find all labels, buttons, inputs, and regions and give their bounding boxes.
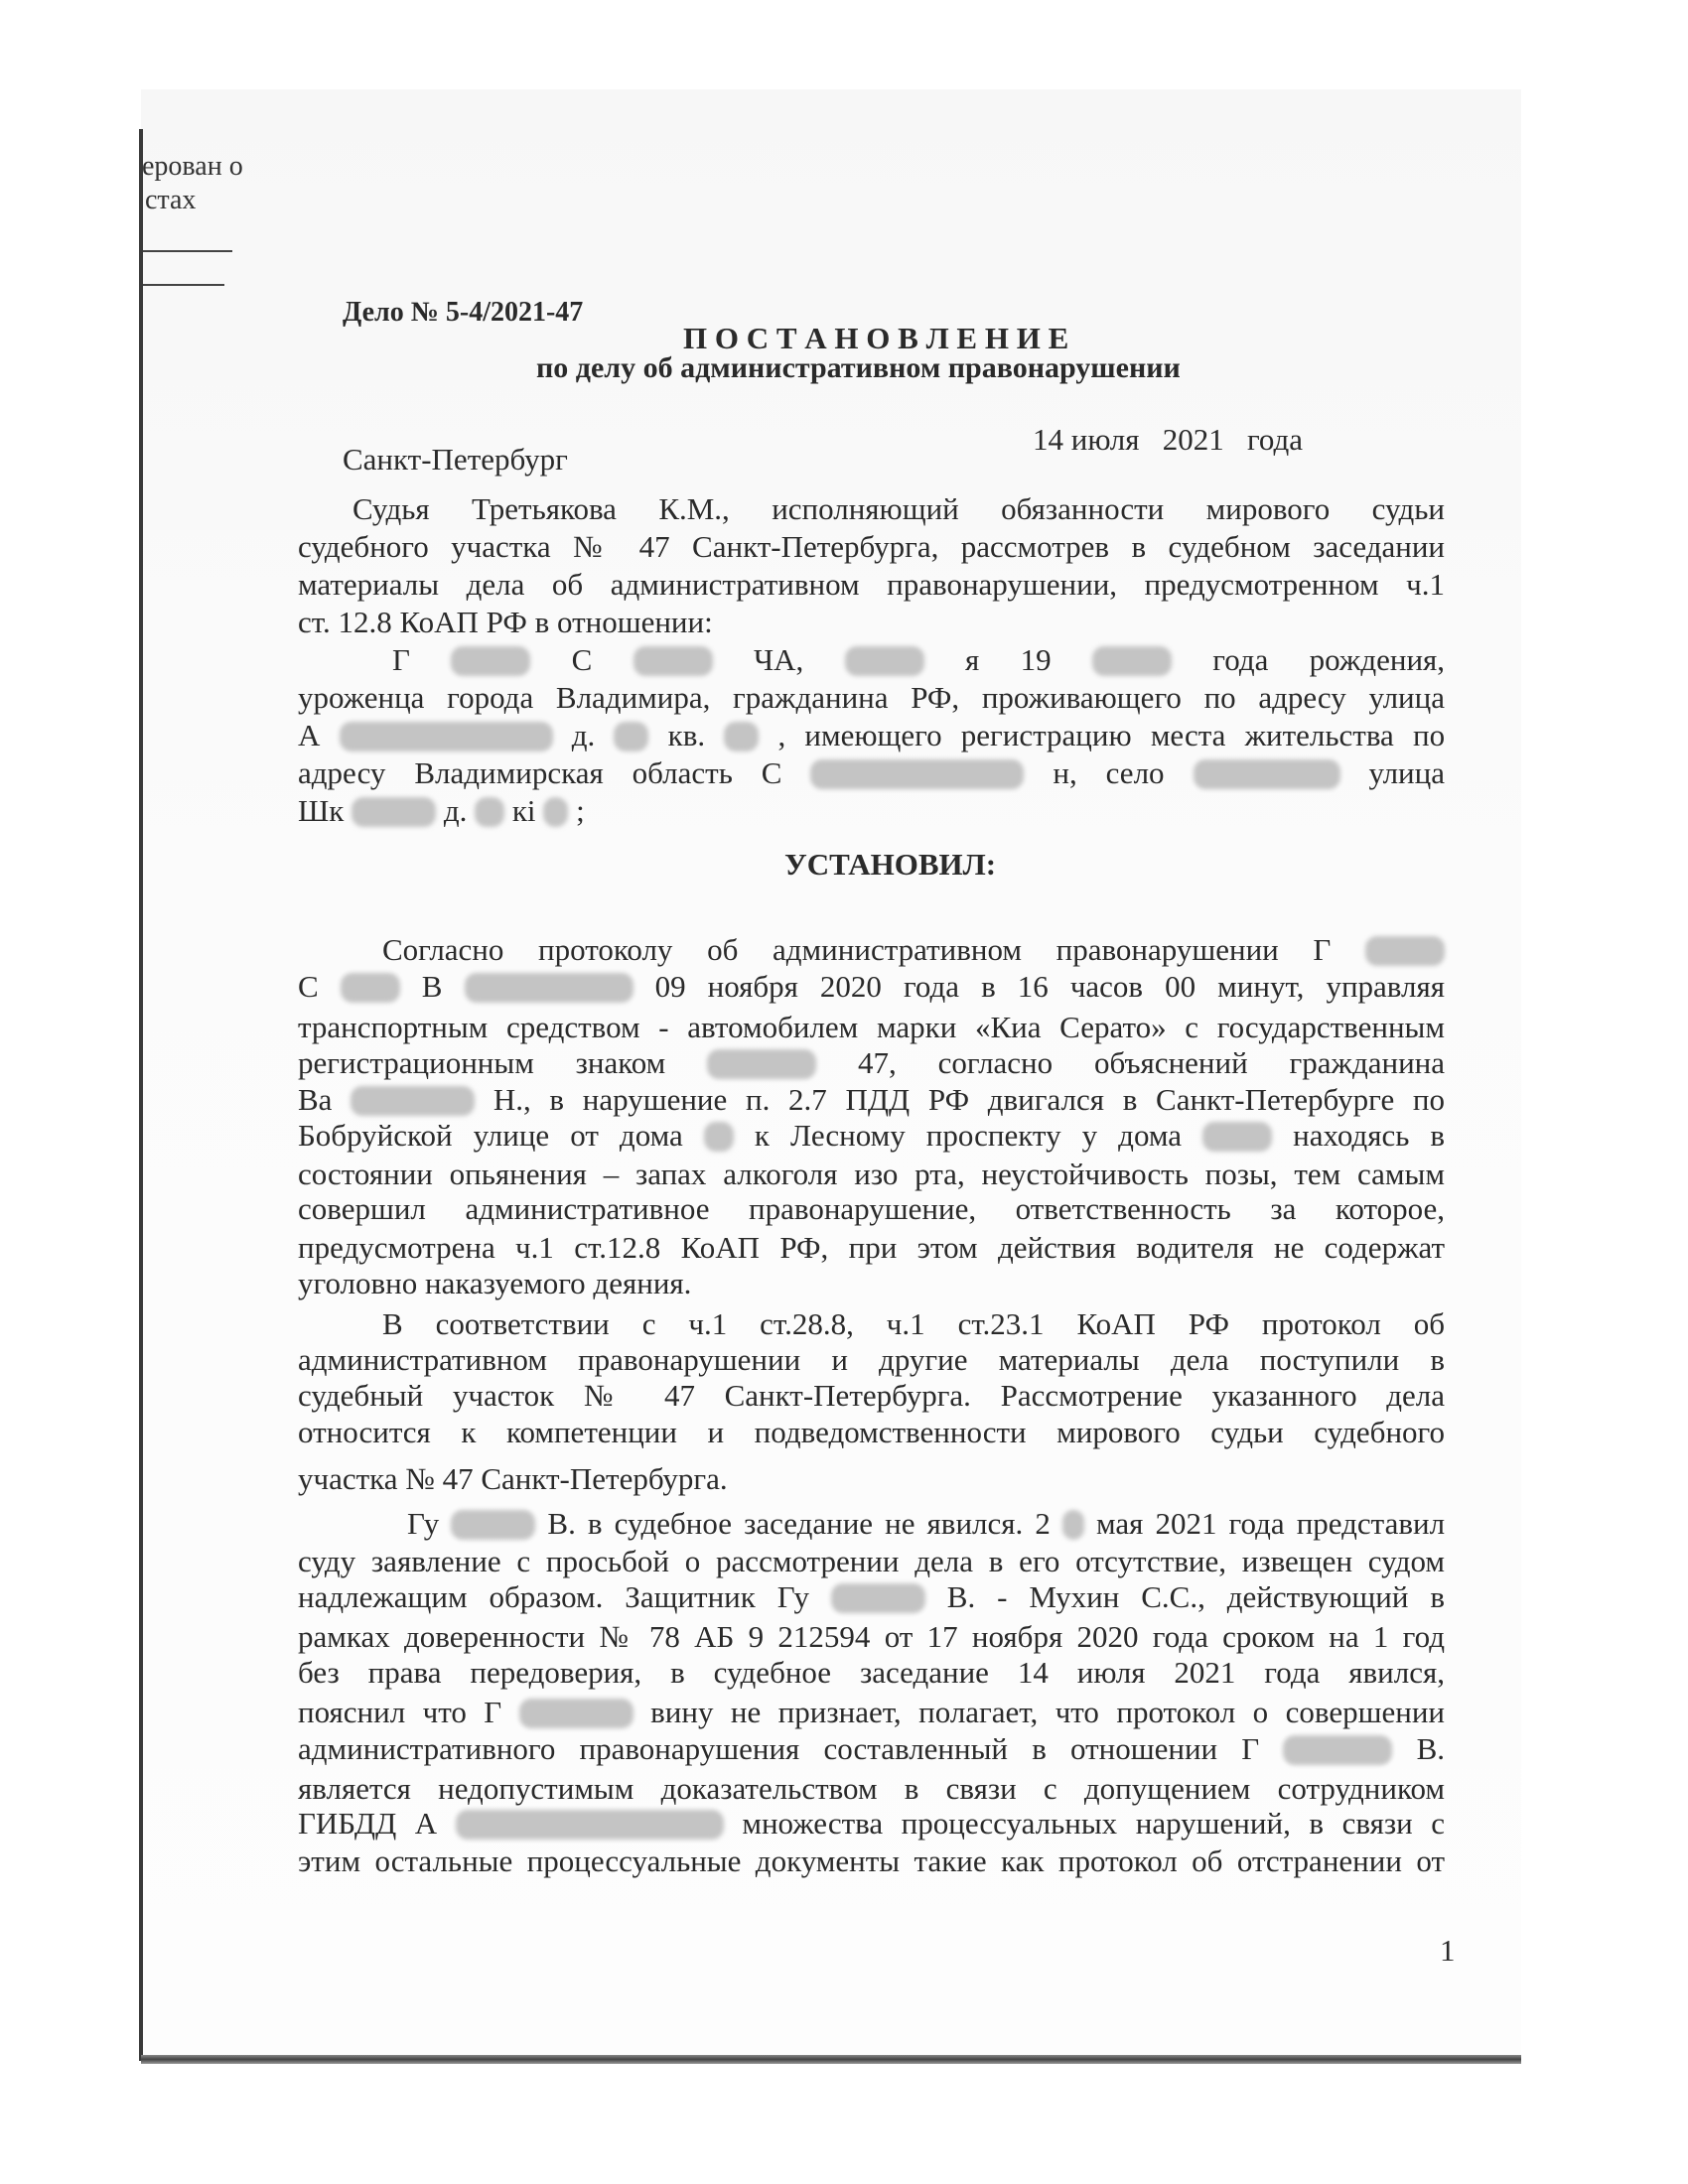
text-segment: Гу — [407, 1506, 440, 1541]
paragraph-1-line — [352, 490, 1445, 528]
paragraph-4-line — [298, 1694, 1445, 1731]
paragraph-4-line — [298, 1770, 1445, 1808]
text-segment: пояснил что Г — [298, 1695, 502, 1729]
redaction-blur — [724, 722, 759, 751]
text-segment: состоянии опьянения – запах алкоголя изо рта, неустойчивость позы, тем самым — [298, 1157, 1445, 1191]
text-segment: кі — [511, 793, 536, 828]
text-segment: Судья Третьякова К.М., исполняющий обязанности мирового судьи — [352, 491, 1445, 526]
section-heading-established: УСТАНОВИЛ: — [784, 847, 997, 882]
text-segment: к Лесному проспекту у дома — [754, 1118, 1183, 1153]
text-segment: материалы дела об административном правонарушении, предусмотренном ч.1 — [298, 567, 1445, 602]
text-segment: уроженца города Владимира, гражданина РФ, проживающего по адресу улица — [298, 680, 1445, 715]
paragraph-2-line — [298, 1081, 1445, 1119]
redaction-blur — [1092, 646, 1172, 676]
redaction-blur — [340, 722, 553, 751]
text-segment: вину не признает, полагает, что протокол о совершении — [650, 1695, 1446, 1729]
text-segment: Согласно протоколу об административном правонарушении Г — [382, 932, 1332, 967]
text-segment: года рождения, — [1212, 642, 1446, 677]
paragraph-1-line — [298, 528, 1445, 566]
paragraph-2-line — [382, 931, 1445, 969]
text-segment: 09 ноября 2020 года в 16 часов 00 минут, управляя — [654, 969, 1446, 1004]
text-segment: Г — [392, 642, 410, 677]
paragraph-4-line — [407, 1505, 1445, 1543]
text-segment: судебного участка № 47 Санкт-Петербурга, рассмотрев в судебном заседании — [298, 529, 1445, 564]
text-segment: регистрационным знаком — [298, 1045, 666, 1080]
paragraph-1-line — [298, 679, 1445, 717]
text-segment: административном правонарушении и другие материалы дела поступили в — [298, 1342, 1445, 1377]
paragraph-2-line — [298, 1044, 1445, 1082]
text-segment: без права передоверия, в судебное заседание 14 июля 2021 года явился, — [298, 1655, 1445, 1690]
redaction-blur — [451, 1510, 535, 1540]
redaction-blur — [465, 973, 633, 1003]
redaction-blur — [352, 797, 436, 827]
text-segment: В. - Мухин С.С., действующий в — [946, 1579, 1445, 1614]
paragraph-4-line — [298, 1843, 1445, 1880]
document-subtitle: по делу об административном правонарушении — [536, 351, 1181, 384]
redaction-blur — [1194, 759, 1340, 789]
text-segment: совершил административное правонарушение, ответственность за которое, — [298, 1191, 1445, 1226]
document-date: 14 июля 2021 года — [1033, 422, 1304, 457]
text-segment: Н., в нарушение п. 2.7 ПДД РФ двигался в Санкт-Петербурге по — [492, 1082, 1445, 1117]
text-segment: уголовно наказуемого деяния. — [298, 1266, 692, 1300]
text-segment: н, село — [1053, 755, 1165, 790]
margin-note-line-2: стах — [145, 185, 197, 215]
text-segment: множества процессуальных нарушений, в связи с — [742, 1806, 1446, 1841]
text-segment: ст. 12.8 КоАП РФ в отношении: — [298, 605, 713, 639]
document-title: П О С Т А Н О В Л Е Н И Е — [683, 321, 1069, 355]
redaction-blur — [1283, 1735, 1392, 1765]
paragraph-1-line — [298, 604, 1445, 641]
margin-rule — [143, 250, 232, 252]
redaction-blur — [845, 646, 924, 676]
paragraph-3-line — [382, 1305, 1445, 1343]
paragraph-4-line — [298, 1618, 1445, 1656]
redaction-blur — [1062, 1510, 1084, 1540]
text-segment: является недопустимым доказательством в связи с допущением сотрудником — [298, 1771, 1445, 1806]
text-segment: адресу Владимирская область С — [298, 755, 782, 790]
text-segment: участка № 47 Санкт-Петербурга. — [298, 1461, 728, 1496]
paragraph-3-line — [298, 1377, 1445, 1415]
redaction-blur — [831, 1583, 925, 1613]
paragraph-4-line — [298, 1654, 1445, 1692]
text-segment: этим остальные процессуальные документы такие как протокол об отстранении от — [298, 1843, 1445, 1878]
redaction-blur — [704, 1122, 734, 1152]
paragraph-2-line — [298, 1009, 1445, 1046]
text-segment: улица — [1368, 755, 1445, 790]
paragraph-1-line — [392, 641, 1445, 679]
paragraph-4-line — [298, 1578, 1445, 1616]
text-segment: судебный участок № 47 Санкт-Петербурга. Рассмотрение указанного дела — [298, 1378, 1445, 1413]
text-segment: В соответствии с ч.1 ст.28.8, ч.1 ст.23.1 КоАП РФ протокол об — [382, 1306, 1445, 1341]
text-segment: Бобруйской улице от дома — [298, 1118, 683, 1153]
paragraph-2-line — [298, 1190, 1445, 1228]
redaction-blur — [1202, 1122, 1272, 1152]
text-segment: ГИБДД А — [298, 1806, 438, 1841]
text-segment: Шк — [298, 793, 345, 828]
paragraph-2-line — [298, 1156, 1445, 1193]
paragraph-3-line — [298, 1414, 1445, 1451]
redaction-blur — [614, 722, 648, 751]
text-segment: рамках доверенности № 78 АБ 9 212594 от 17 ноября 2020 года сроком на 1 год — [298, 1619, 1445, 1654]
text-segment: В. — [1416, 1731, 1445, 1766]
redaction-blur — [543, 797, 568, 827]
redaction-blur — [341, 973, 400, 1003]
text-segment: д. — [443, 793, 468, 828]
text-segment: А — [298, 718, 321, 752]
text-segment: 47, согласно объяснений гражданина — [858, 1045, 1446, 1080]
redaction-blur — [451, 646, 530, 676]
text-segment: С — [571, 642, 593, 677]
margin-note-line-1: ерован о — [142, 151, 243, 182]
text-segment: находясь в — [1293, 1118, 1446, 1153]
text-segment: ЧА, — [753, 642, 804, 677]
paragraph-4-line — [298, 1730, 1445, 1768]
margin-rule — [143, 284, 224, 286]
paragraph-1-line — [298, 792, 1445, 830]
text-segment: мая 2021 года представил — [1096, 1506, 1446, 1541]
text-segment: С — [298, 969, 319, 1004]
paragraph-2-line — [298, 1229, 1445, 1267]
redaction-blur — [519, 1699, 633, 1728]
text-segment: транспортным средством - автомобилем марки «Киа Серато» с государственным — [298, 1010, 1445, 1044]
text-segment: В. в судебное заседание не явился. 2 — [547, 1506, 1051, 1541]
text-segment: кв. — [667, 718, 706, 752]
page-number: 1 — [1440, 1933, 1456, 1968]
case-number: Дело № 5-4/2021-47 — [343, 297, 584, 328]
paragraph-3-line — [298, 1341, 1445, 1379]
text-segment: В — [421, 969, 443, 1004]
text-segment: надлежащим образом. Защитник Гу — [298, 1579, 809, 1614]
paragraph-1-line — [298, 717, 1445, 754]
text-segment: д. — [571, 718, 596, 752]
text-segment: предусмотрена ч.1 ст.12.8 КоАП РФ, при этом действия водителя не содержат — [298, 1230, 1445, 1265]
paragraph-2-line — [298, 1117, 1445, 1155]
page-left-edge — [139, 129, 143, 2061]
text-segment: административного правонарушения составленный в отношении Г — [298, 1731, 1260, 1766]
redaction-blur — [707, 1049, 816, 1079]
paragraph-2-line — [298, 1265, 1445, 1302]
paragraph-1-line — [298, 754, 1445, 792]
text-segment: ; — [576, 793, 585, 828]
page-bottom-edge — [141, 2055, 1521, 2064]
redaction-blur — [475, 797, 504, 827]
redaction-blur — [351, 1086, 475, 1116]
text-segment: Ва — [298, 1082, 333, 1117]
text-segment: относится к компетенции и подведомственности мирового судьи судебного — [298, 1415, 1445, 1449]
paragraph-3-line — [298, 1460, 1445, 1498]
text-segment: , имеющего регистрацию места жительства по — [777, 718, 1446, 752]
paragraph-2-line — [298, 968, 1445, 1006]
redaction-blur — [456, 1810, 724, 1840]
redaction-blur — [633, 646, 713, 676]
city: Санкт-Петербург — [343, 442, 568, 477]
paragraph-4-line — [298, 1805, 1445, 1843]
redaction-blur — [810, 759, 1024, 789]
text-segment: я 19 — [964, 642, 1052, 677]
paragraph-1-line — [298, 566, 1445, 604]
text-segment: суду заявление с просьбой о рассмотрении дела в его отсутствие, извещен судом — [298, 1544, 1445, 1578]
paragraph-4-line — [298, 1543, 1445, 1580]
redaction-blur — [1365, 936, 1445, 966]
